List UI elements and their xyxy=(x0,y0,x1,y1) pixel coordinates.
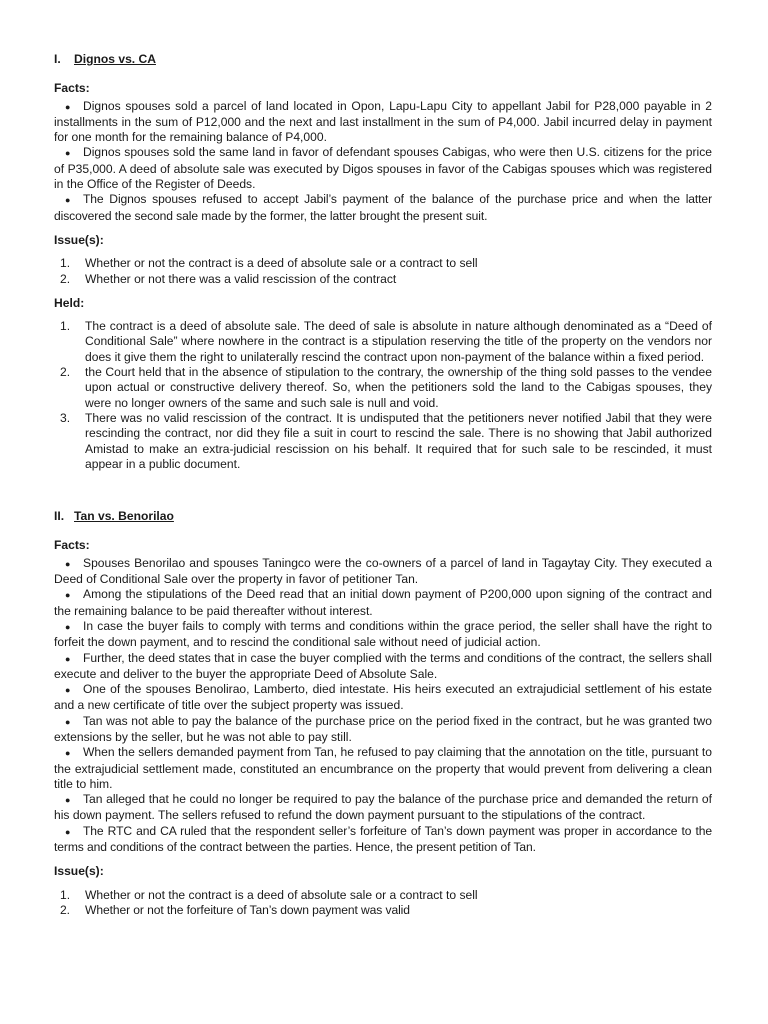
list-number: 2. xyxy=(60,902,70,917)
issue-item xyxy=(54,272,712,287)
facts-heading: Facts: xyxy=(54,538,90,553)
document-page xyxy=(54,52,712,927)
fact-item xyxy=(54,145,712,192)
held-item xyxy=(54,411,712,472)
bullet-icon: ● xyxy=(65,621,71,632)
fact-text: When the sellers demanded payment from Tan, he refused to pay claiming that the annotation on the title, pursuant to the extrajudicial settlement made, constituted an encumbrance on the property that would prevent from delivering a clean title to him. xyxy=(54,745,712,791)
list-number: 1. xyxy=(60,887,71,902)
bullet-icon: ● xyxy=(65,716,71,727)
fact-item xyxy=(54,651,712,683)
issues-list xyxy=(54,888,712,919)
case-section-1 xyxy=(54,52,712,472)
list-number: 2. xyxy=(60,365,71,380)
held-text: The contract is a deed of absolute sale. The deed of sale is absolute in nature although denominated as a “Deed of Conditional Sale” where nowhere in the contract is a stipulation reserving the title of the property on the vendors nor does it give them the right to unilaterally rescind the contract upon non-payment of the balance within a fixed period. xyxy=(85,319,712,364)
held-text: the Court held that in the absence of stipulation to the contrary, the ownership of the thing sold passes to the vendee upon actual or constructive delivery thereof. So, when the petitioners sold the land to the Cabigas spouses, they were no longer owners of the same and such sale is null and void. xyxy=(85,365,712,410)
list-number: 3. xyxy=(60,410,71,425)
case-title xyxy=(54,509,712,524)
fact-item xyxy=(54,792,712,824)
issue-item xyxy=(54,888,712,903)
fact-item xyxy=(54,192,712,224)
fact-text: The Dignos spouses refused to accept Jabil’s payment of the balance of the purchase price and when the latter discovered the second sale made by the former, the latter brought the present suit. xyxy=(54,192,712,223)
issue-item xyxy=(54,903,712,918)
bullet-icon: ● xyxy=(65,558,71,569)
bullet-icon: ● xyxy=(65,148,71,159)
bullet-icon: ● xyxy=(65,795,71,806)
fact-item xyxy=(54,714,712,746)
bullet-icon: ● xyxy=(65,101,71,112)
facts-list xyxy=(54,99,712,224)
fact-text: Tan alleged that he could no longer be required to pay the balance of the purchase price and demanded the return of his down payment. The sellers refused to refund the down payment pursuant to the stipulations of the contract. xyxy=(54,792,712,823)
issue-text: Whether or not the contract is a deed of absolute sale or a contract to sell xyxy=(85,887,478,902)
case-title xyxy=(54,52,712,67)
fact-text: Among the stipulations of the Deed read that an initial down payment of P200,000 upon signing of the contract and the remaining balance to be paid thereafter without interest. xyxy=(54,587,712,618)
issues-heading: Issue(s): xyxy=(54,864,104,879)
fact-text: Tan was not able to pay the balance of the purchase price on the period fixed in the contract, but he was granted two extensions by the seller, but he was not able to pay still. xyxy=(54,713,712,744)
fact-item xyxy=(54,587,712,619)
bullet-icon: ● xyxy=(65,685,71,696)
bullet-icon: ● xyxy=(65,195,71,206)
fact-text: In case the buyer fails to comply with terms and conditions within the grace period, the seller shall have the right to forfeit the down payment, and to rescind the conditional sale without need of judicial action. xyxy=(54,618,712,650)
case-section-2 xyxy=(54,509,712,918)
fact-item xyxy=(54,99,712,146)
fact-item xyxy=(54,745,712,792)
issue-text: Whether or not the contract is a deed of absolute sale or a contract to sell xyxy=(85,256,478,271)
bullet-icon: ● xyxy=(65,748,71,759)
fact-item xyxy=(54,682,712,714)
fact-item xyxy=(54,619,712,651)
fact-text: Further, the deed states that in case the buyer complied with the terms and conditions of the contract, the sellers shall execute and deliver to the buyer the appropriate Deed of Absolute Sale. xyxy=(54,650,712,681)
held-text: There was no valid rescission of the contract. It is undisputed that the petitioners never notified Jabil that they were rescinding the contract, nor did they file a suit in court to rescind the sale. There is no showing that Jabil authorized Amistad to make an extra-judicial rescission on his behalf. It required that for such sale to be rescinded, it must appear in a public document. xyxy=(85,410,712,471)
case-number: II. xyxy=(54,509,65,524)
issue-text: Whether or not there was a valid rescission of the contract xyxy=(85,271,397,286)
fact-text: Dignos spouses sold a parcel of land located in Opon, Lapu-Lapu City to appellant Jabil for P28,000 payable in 2 installments in the sum of P12,000 and the next and last installment in the sum of P4,000. Jabil incurred delay in payment for one month for the remaining balance of P4,000. xyxy=(54,98,712,145)
issue-item xyxy=(54,256,712,271)
bullet-icon: ● xyxy=(65,590,71,601)
fact-text: One of the spouses Benolirao, Lamberto, died intestate. His heirs executed an extrajudicial settlement of his estate and a new certificate of title over the subject property was issued. xyxy=(54,682,712,713)
bullet-icon: ● xyxy=(65,826,71,837)
fact-text: Spouses Benorilao and spouses Taningco were the co-owners of a parcel of land in Tagaytay City. They executed a Deed of Conditional Sale over the property in favor of petitioner Tan. xyxy=(54,555,712,587)
fact-item xyxy=(54,556,712,588)
held-item xyxy=(54,365,712,411)
list-number: 2. xyxy=(60,271,71,286)
section-gap xyxy=(54,481,712,509)
facts-heading: Facts: xyxy=(54,81,90,96)
fact-item xyxy=(54,824,712,856)
held-heading: Held: xyxy=(54,295,85,310)
list-number: 1. xyxy=(60,256,71,271)
case-number: I. xyxy=(54,52,61,66)
case-name: Tan vs. Benorilao xyxy=(74,509,174,524)
issue-text: Whether or not the forfeiture of Tan’s down payment was valid xyxy=(85,902,410,917)
fact-text: Dignos spouses sold the same land in favor of defendant spouses Cabigas, who were then U.S. citizens for the price of P35,000. A deed of absolute sale was executed by Digos spouses in favor of the Cabigas spouses which was registered in the Office of the Register of Deeds. xyxy=(54,145,712,192)
issues-list xyxy=(54,256,712,287)
held-item xyxy=(54,319,712,365)
case-name: Dignos vs. CA xyxy=(74,52,156,66)
issues-heading: Issue(s): xyxy=(54,232,104,247)
fact-text: The RTC and CA ruled that the respondent seller’s forfeiture of Tan’s down payment was proper in accordance to the terms and conditions of the contract between the parties. Hence, the present petition of Tan. xyxy=(54,823,712,855)
held-list xyxy=(54,319,712,472)
facts-list xyxy=(54,556,712,856)
bullet-icon: ● xyxy=(65,653,71,664)
list-number: 1. xyxy=(60,319,71,334)
